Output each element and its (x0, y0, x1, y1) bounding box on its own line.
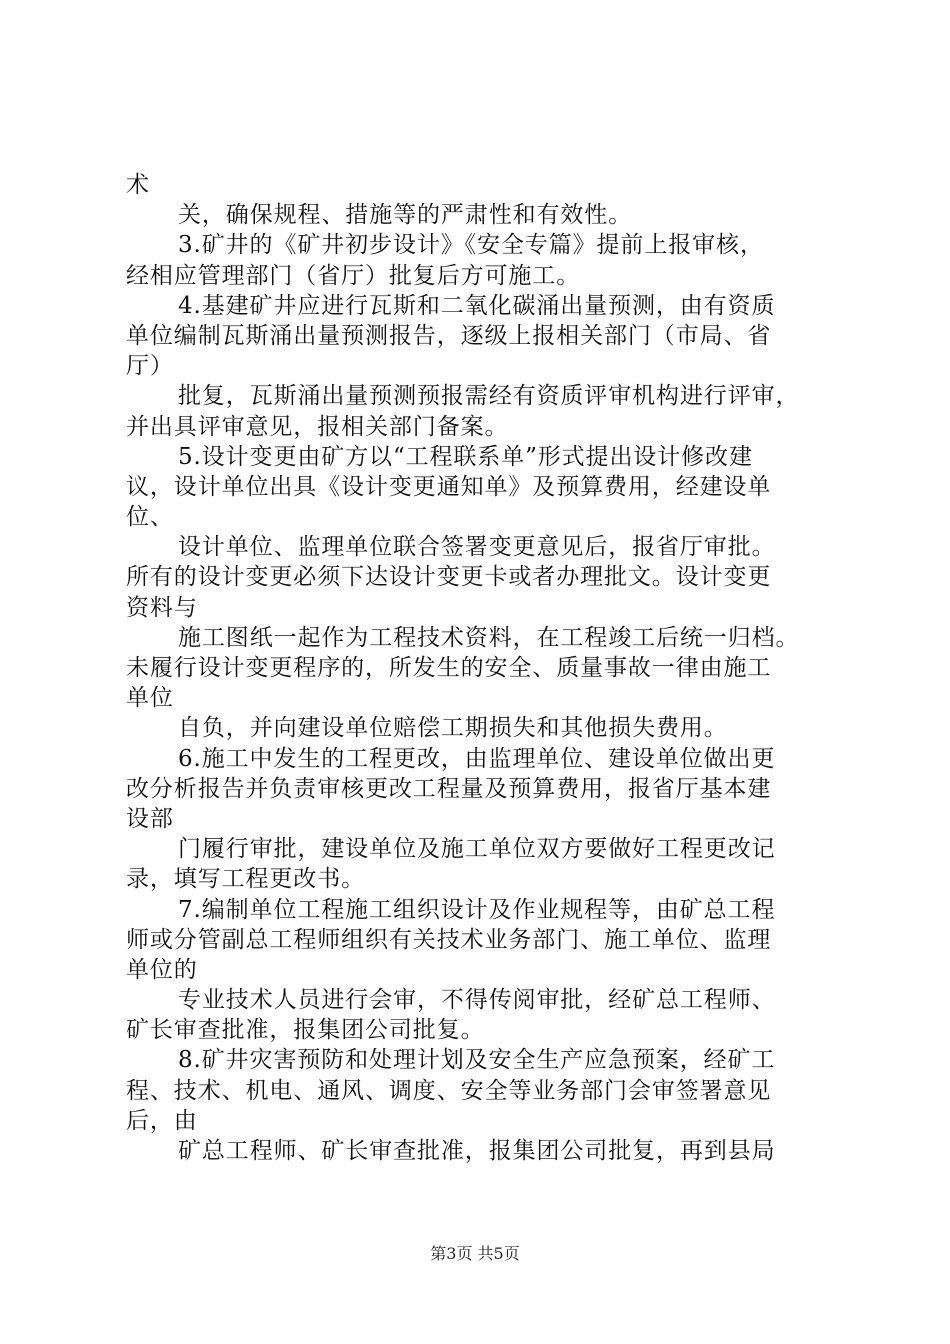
text-line: 术 (126, 172, 150, 198)
text-line: 录，填写工程更改书。 (126, 866, 365, 893)
text-line: 未履行设计变更程序的，所发生的安全、质量事故一律由施工 (126, 655, 772, 681)
text-line: 专业技术人员进行会审，不得传阅审批，经矿总工程师、 (178, 987, 776, 1014)
text-line: 资料与 (126, 594, 198, 621)
text-line: 门履行审批，建设单位及施工单位双方要做好工程更改记 (178, 836, 776, 863)
text-line: 关，确保规程、措施等的严肃性和有效性。 (178, 202, 633, 229)
text-line: 5.设计变更由矿方以“工程联系单”形式提出设计修改建 (178, 443, 753, 470)
text-line: 矿总工程师、矿长审查批准，报集团公司批复，再到县局 (178, 1138, 776, 1164)
text-line: 7.编制单位工程施工组织设计及作业规程等，由矿总工程 (178, 896, 776, 923)
text-line: 经相应管理部门（省厅）批复后方可施工。 (126, 262, 581, 289)
text-line: 位、 (126, 504, 174, 531)
text-line: 所有的设计变更必须下达设计变更卡或者办理批文。设计变更 (126, 564, 772, 591)
text-line: 6.施工中发生的工程更改，由监理单位、建设单位做出更 (178, 745, 776, 772)
text-line: 单位的 (126, 956, 198, 983)
text-line: 设计单位、监理单位联合签署变更意见后，报省厅审批。 (178, 534, 776, 561)
text-line: 后，由 (126, 1107, 198, 1134)
text-line: 程、技术、机电、通风、调度、安全等业务部门会审签署意见 (126, 1077, 772, 1104)
text-line: 师或分管副总工程师组织有关技术业务部门、施工单位、监理 (126, 926, 772, 953)
text-line: 设部 (126, 805, 174, 832)
text-line: 改分析报告并负责审核更改工程量及预算费用，报省厅基本建 (126, 775, 772, 802)
text-line: 自负，并向建设单位赔偿工期损失和其他损失费用。 (178, 715, 728, 742)
document-body (126, 170, 846, 1166)
text-line: 单位编制瓦斯涌出量预测报告，逐级上报相关部门（市局、省 (126, 322, 772, 349)
text-line: 4.基建矿井应进行瓦斯和二氧化碳涌出量预测，由有资质 (178, 292, 776, 319)
text-line: 8.矿井灾害预防和处理计划及安全生产应急预案，经矿工 (178, 1047, 776, 1074)
page-footer: 第3页 共5页 (430, 1244, 520, 1263)
text-line: 矿长审查批准，报集团公司批复。 (126, 1017, 485, 1044)
text-line: 并出具评审意见，报相关部门备案。 (126, 413, 509, 440)
text-line: 批复，瓦斯涌出量预测预报需经有资质评审机构进行评审， (178, 383, 800, 410)
text-line: 3.矿井的《矿井初步设计》《安全专篇》提前上报审核， (178, 232, 764, 259)
text-line: 议，设计单位出具《设计变更通知单》及预算费用，经建设单 (126, 473, 772, 500)
text-line: 厅） (126, 353, 174, 380)
text-line: 施工图纸一起作为工程技术资料，在工程竣工后统一归档。 (178, 624, 800, 651)
text-line: 单位 (126, 685, 174, 712)
